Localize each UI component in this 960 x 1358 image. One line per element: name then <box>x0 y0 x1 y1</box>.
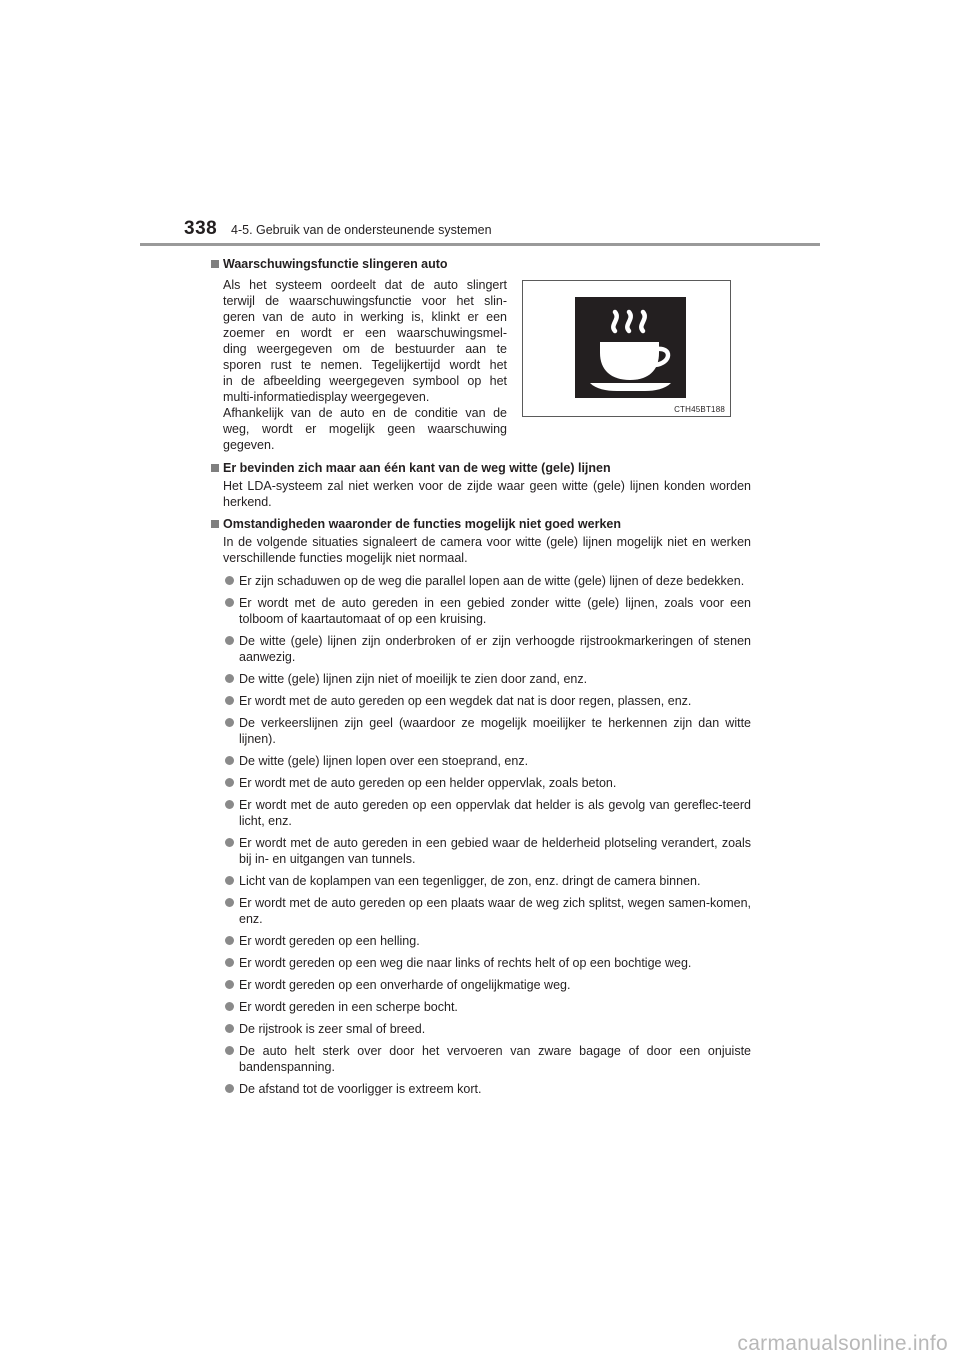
text-line: ding weergegeven om de bestuurder aan te <box>223 342 507 356</box>
list-item <box>211 933 751 949</box>
bullet-dot-icon <box>225 756 234 765</box>
list-item <box>211 873 751 889</box>
list-item <box>211 999 751 1015</box>
square-bullet-icon <box>211 464 219 472</box>
bullet-dot-icon <box>225 1002 234 1011</box>
list-item-text: Er wordt met de auto gereden op een plaats waar de weg zich splitst, wegen samen-komen, enz. <box>239 896 751 926</box>
list-item-text: De witte (gele) lijnen zijn onderbroken of er zijn verhoogde rijstrookmarkeringen of stenen aanwezig. <box>239 634 751 664</box>
square-bullet-icon <box>211 520 219 528</box>
text-line: zoemer en wordt er een waarschuwingsmel- <box>223 326 507 340</box>
list-item-text: De afstand tot de voorligger is extreem kort. <box>239 1082 482 1096</box>
text-line: gegeven. <box>223 438 275 452</box>
list-item <box>211 573 751 589</box>
list-item <box>211 693 751 709</box>
list-item <box>211 797 751 829</box>
list-item <box>211 715 751 747</box>
list-item-text: Licht van de koplampen van een tegenligger, de zon, enz. dringt de camera binnen. <box>239 874 701 888</box>
circumstances-intro: In de volgende situaties signaleert de camera voor witte (gele) lijnen mogelijk niet en werken verschillende functies mogelijk niet normaal. <box>223 535 751 565</box>
header-rule <box>140 243 820 246</box>
list-item-text: Er zijn schaduwen op de weg die parallel lopen aan de witte (gele) lijnen of deze bedekken. <box>239 574 745 588</box>
list-item-text: De rijstrook is zeer smal of breed. <box>239 1022 426 1036</box>
list-item-text: Er wordt gereden in een scherpe bocht. <box>239 1000 458 1014</box>
bullet-dot-icon <box>225 576 234 585</box>
list-item-text: Er wordt gereden op een onverharde of ongelijkmatige weg. <box>239 978 571 992</box>
bullet-dot-icon <box>225 674 234 683</box>
bullet-dot-icon <box>225 696 234 705</box>
list-item-text: De verkeerslijnen zijn geel (waardoor ze mogelijk moeilijker te herkennen zijn dan witte lijnen). <box>239 716 751 746</box>
list-item-text: Er wordt met de auto gereden in een gebied zonder witte (gele) lijnen, zoals voor een tolboom of kaartautomaat of op een kruising. <box>239 596 751 626</box>
list-item-text: De witte (gele) lijnen zijn niet of moeilijk te zien door zand, enz. <box>239 672 588 686</box>
bullet-dot-icon <box>225 936 234 945</box>
section-heading-circumstances <box>211 516 751 532</box>
list-item-text: Er wordt met de auto gereden op een oppervlak dat helder is als gevolg van gereflec-teerd licht, enz. <box>239 798 751 828</box>
bullet-dot-icon <box>225 718 234 727</box>
text-line: sporen rust te nemen. Tegelijkertijd wordt het <box>223 358 507 372</box>
text-line: Afhankelijk van de auto en de conditie van de <box>223 406 507 420</box>
text-line: multi-informatiedisplay weergegeven. <box>223 390 430 404</box>
bullet-dot-icon <box>225 958 234 967</box>
list-item <box>211 595 751 627</box>
list-item <box>211 1081 751 1097</box>
chapter-title: 4-5. Gebruik van de ondersteunende systemen <box>231 223 492 237</box>
list-item-text: Er wordt gereden op een weg die naar links of rechts helt of op een bochtige weg. <box>239 956 692 970</box>
list-item <box>211 955 751 971</box>
text-line: in de afbeelding weergegeven symbool op het <box>223 374 507 388</box>
list-item <box>211 895 751 927</box>
list-item-text: De auto helt sterk over door het vervoeren van zware bagage of door een onjuiste bandenspanning. <box>239 1044 751 1074</box>
list-item <box>211 977 751 993</box>
list-item <box>211 671 751 687</box>
list-item <box>211 775 751 791</box>
section-heading-one-side <box>211 460 751 476</box>
circumstances-list <box>211 573 751 1097</box>
text-line: Als het systeem oordeelt dat de auto slingert <box>223 278 507 292</box>
list-item-text: Er wordt met de auto gereden op een wegdek dat nat is door regen, plassen, enz. <box>239 694 692 708</box>
list-item-text: De witte (gele) lijnen lopen over een stoeprand, enz. <box>239 754 529 768</box>
list-item-text: Er wordt met de auto gereden in een gebied waar de helderheid plotseling verandert, zoals bij in- en uitgangen van tunnels. <box>239 836 751 866</box>
list-item <box>211 1043 751 1075</box>
list-item <box>211 835 751 867</box>
bullet-dot-icon <box>225 898 234 907</box>
one-side-description: Het LDA-systeem zal niet werken voor de zijde waar geen witte (gele) lijnen konden worden herkend. <box>223 479 751 509</box>
section-heading-text: Waarschuwingsfunctie slingeren auto <box>223 257 448 271</box>
bullet-dot-icon <box>225 800 234 809</box>
page-content <box>211 256 751 1103</box>
section-heading-text: Omstandigheden waaronder de functies mogelijk niet goed werken <box>223 517 621 531</box>
bullet-dot-icon <box>225 980 234 989</box>
bullet-dot-icon <box>225 1046 234 1055</box>
bullet-dot-icon <box>225 598 234 607</box>
square-bullet-icon <box>211 260 219 268</box>
bullet-dot-icon <box>225 838 234 847</box>
list-item <box>211 753 751 769</box>
text-line: geren van de auto in werking is, klinkt er een <box>223 310 507 324</box>
bullet-dot-icon <box>225 876 234 885</box>
bullet-dot-icon <box>225 1084 234 1093</box>
list-item <box>211 1021 751 1037</box>
watermark: carmanualsonline.info <box>737 1332 948 1355</box>
bullet-dot-icon <box>225 778 234 787</box>
list-item-text: Er wordt met de auto gereden op een helder oppervlak, zoals beton. <box>239 776 617 790</box>
bullet-dot-icon <box>225 1024 234 1033</box>
bullet-dot-icon <box>225 636 234 645</box>
page-number: 338 <box>184 218 218 239</box>
section-heading-warning <box>211 256 751 272</box>
list-item-text: Er wordt gereden op een helling. <box>239 934 420 948</box>
text-line: weg, wordt er mogelijk geen waarschuwing <box>223 422 507 436</box>
list-item <box>211 633 751 665</box>
figure-code: CTH45BT188 <box>674 405 725 414</box>
warning-description <box>211 277 507 453</box>
text-line: terwijl de waarschuwingsfunctie voor het slin- <box>223 294 507 308</box>
section-heading-text: Er bevinden zich maar aan één kant van de weg witte (gele) lijnen <box>223 461 611 475</box>
